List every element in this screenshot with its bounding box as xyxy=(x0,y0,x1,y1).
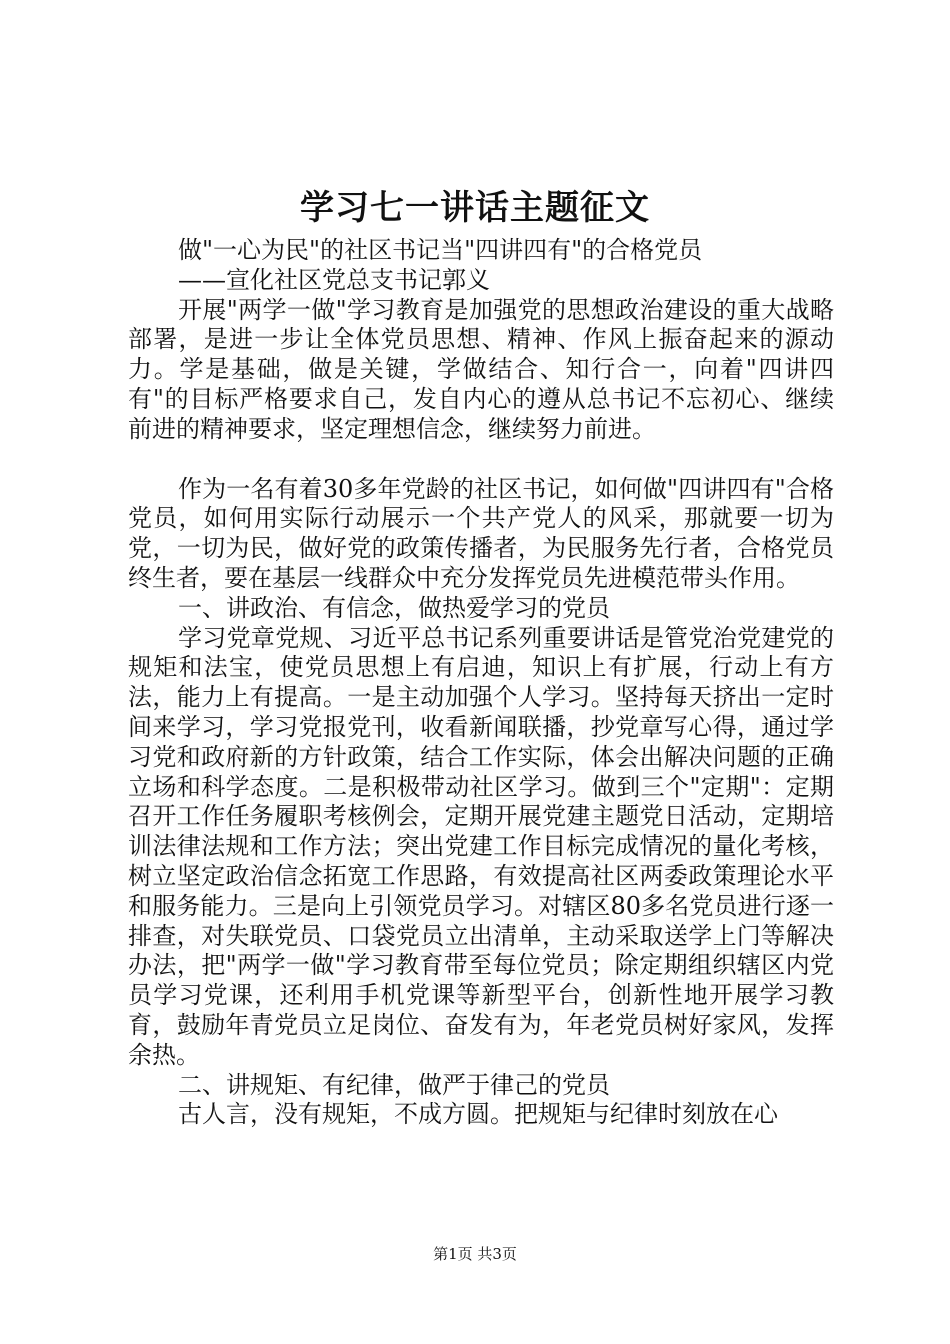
section-heading-1: 一、讲政治、有信念，做热爱学习的党员 xyxy=(178,593,610,622)
paragraph-intro: 开展"两学一做"学习教育是加强党的思想政治建设的重大战略部署，是进一步让全体党员思想、精神、作风上振奋起来的源动力。学是基础，做是关键，学做结合、知行合一，向着"四讲四有"的目标严格要求自己，发自内心的遵从总书记不忘初心、继续前进的精神要求，坚定理想信念，继续努力前进。 xyxy=(128,295,834,443)
document-body xyxy=(128,236,834,1130)
section-heading-2: 二、讲规矩、有纪律，做严于律己的党员 xyxy=(178,1070,610,1099)
paragraph-rules: 古人言，没有规矩，不成方圆。把规矩与纪律时刻放在心 xyxy=(178,1100,778,1129)
paragraph-study: 学习党章党规、习近平总书记系列重要讲话是管党治党建党的规矩和法宝，使党员思想上有启迪，知识上有扩展，行动上有方法，能力上有提高。一是主动加强个人学习。坚持每天挤出一定时间来学习，学习党报党刊，收看新闻联播，抄党章写心得，通过学习党和政府新的方针政策，结合工作实际，体会出解决问题的正确立场和科学态度。二是积极带动社区学习。做到三个"定期"：定期召开工作任务履职考核例会，定期开展党建主题党日活动，定期培训法律法规和工作方法；突出党建工作目标完成情况的量化考核，树立坚定政治信念拓宽工作思路，有效提高社区两委政策理论水平和服务能力。三是向上引领党员学习。对辖区80多名党员进行逐一排查，对失联党员、口袋党员立出清单，主动采取送学上门等解决办法，把"两学一做"学习教育带至每位党员；除定期组织辖区内党员学习党课，还利用手机党课等新型平台，创新性地开展学习教育，鼓励年青党员立足岗位、奋发有为，年老党员树好家风，发挥余热。 xyxy=(128,623,834,1069)
author-line: ——宣化社区党总支书记郭义 xyxy=(178,265,490,294)
subtitle: 做"一心为民"的社区书记当"四讲四有"的合格党员 xyxy=(178,236,703,264)
paragraph-role: 作为一名有着30多年党龄的社区书记，如何做"四讲四有"合格党员，如何用实际行动展示一个共产党人的风采，那就要一切为党，一切为民，做好党的政策传播者，为民服务先行者，合格党员终生者，要在基层一线群众中充分发挥党员先进模范带头作用。 xyxy=(128,474,834,592)
page-indicator: 第1页 共3页 xyxy=(433,1245,517,1263)
document-title: 学习七一讲话主题征文 xyxy=(300,188,650,228)
paragraph-spacer xyxy=(128,445,834,475)
